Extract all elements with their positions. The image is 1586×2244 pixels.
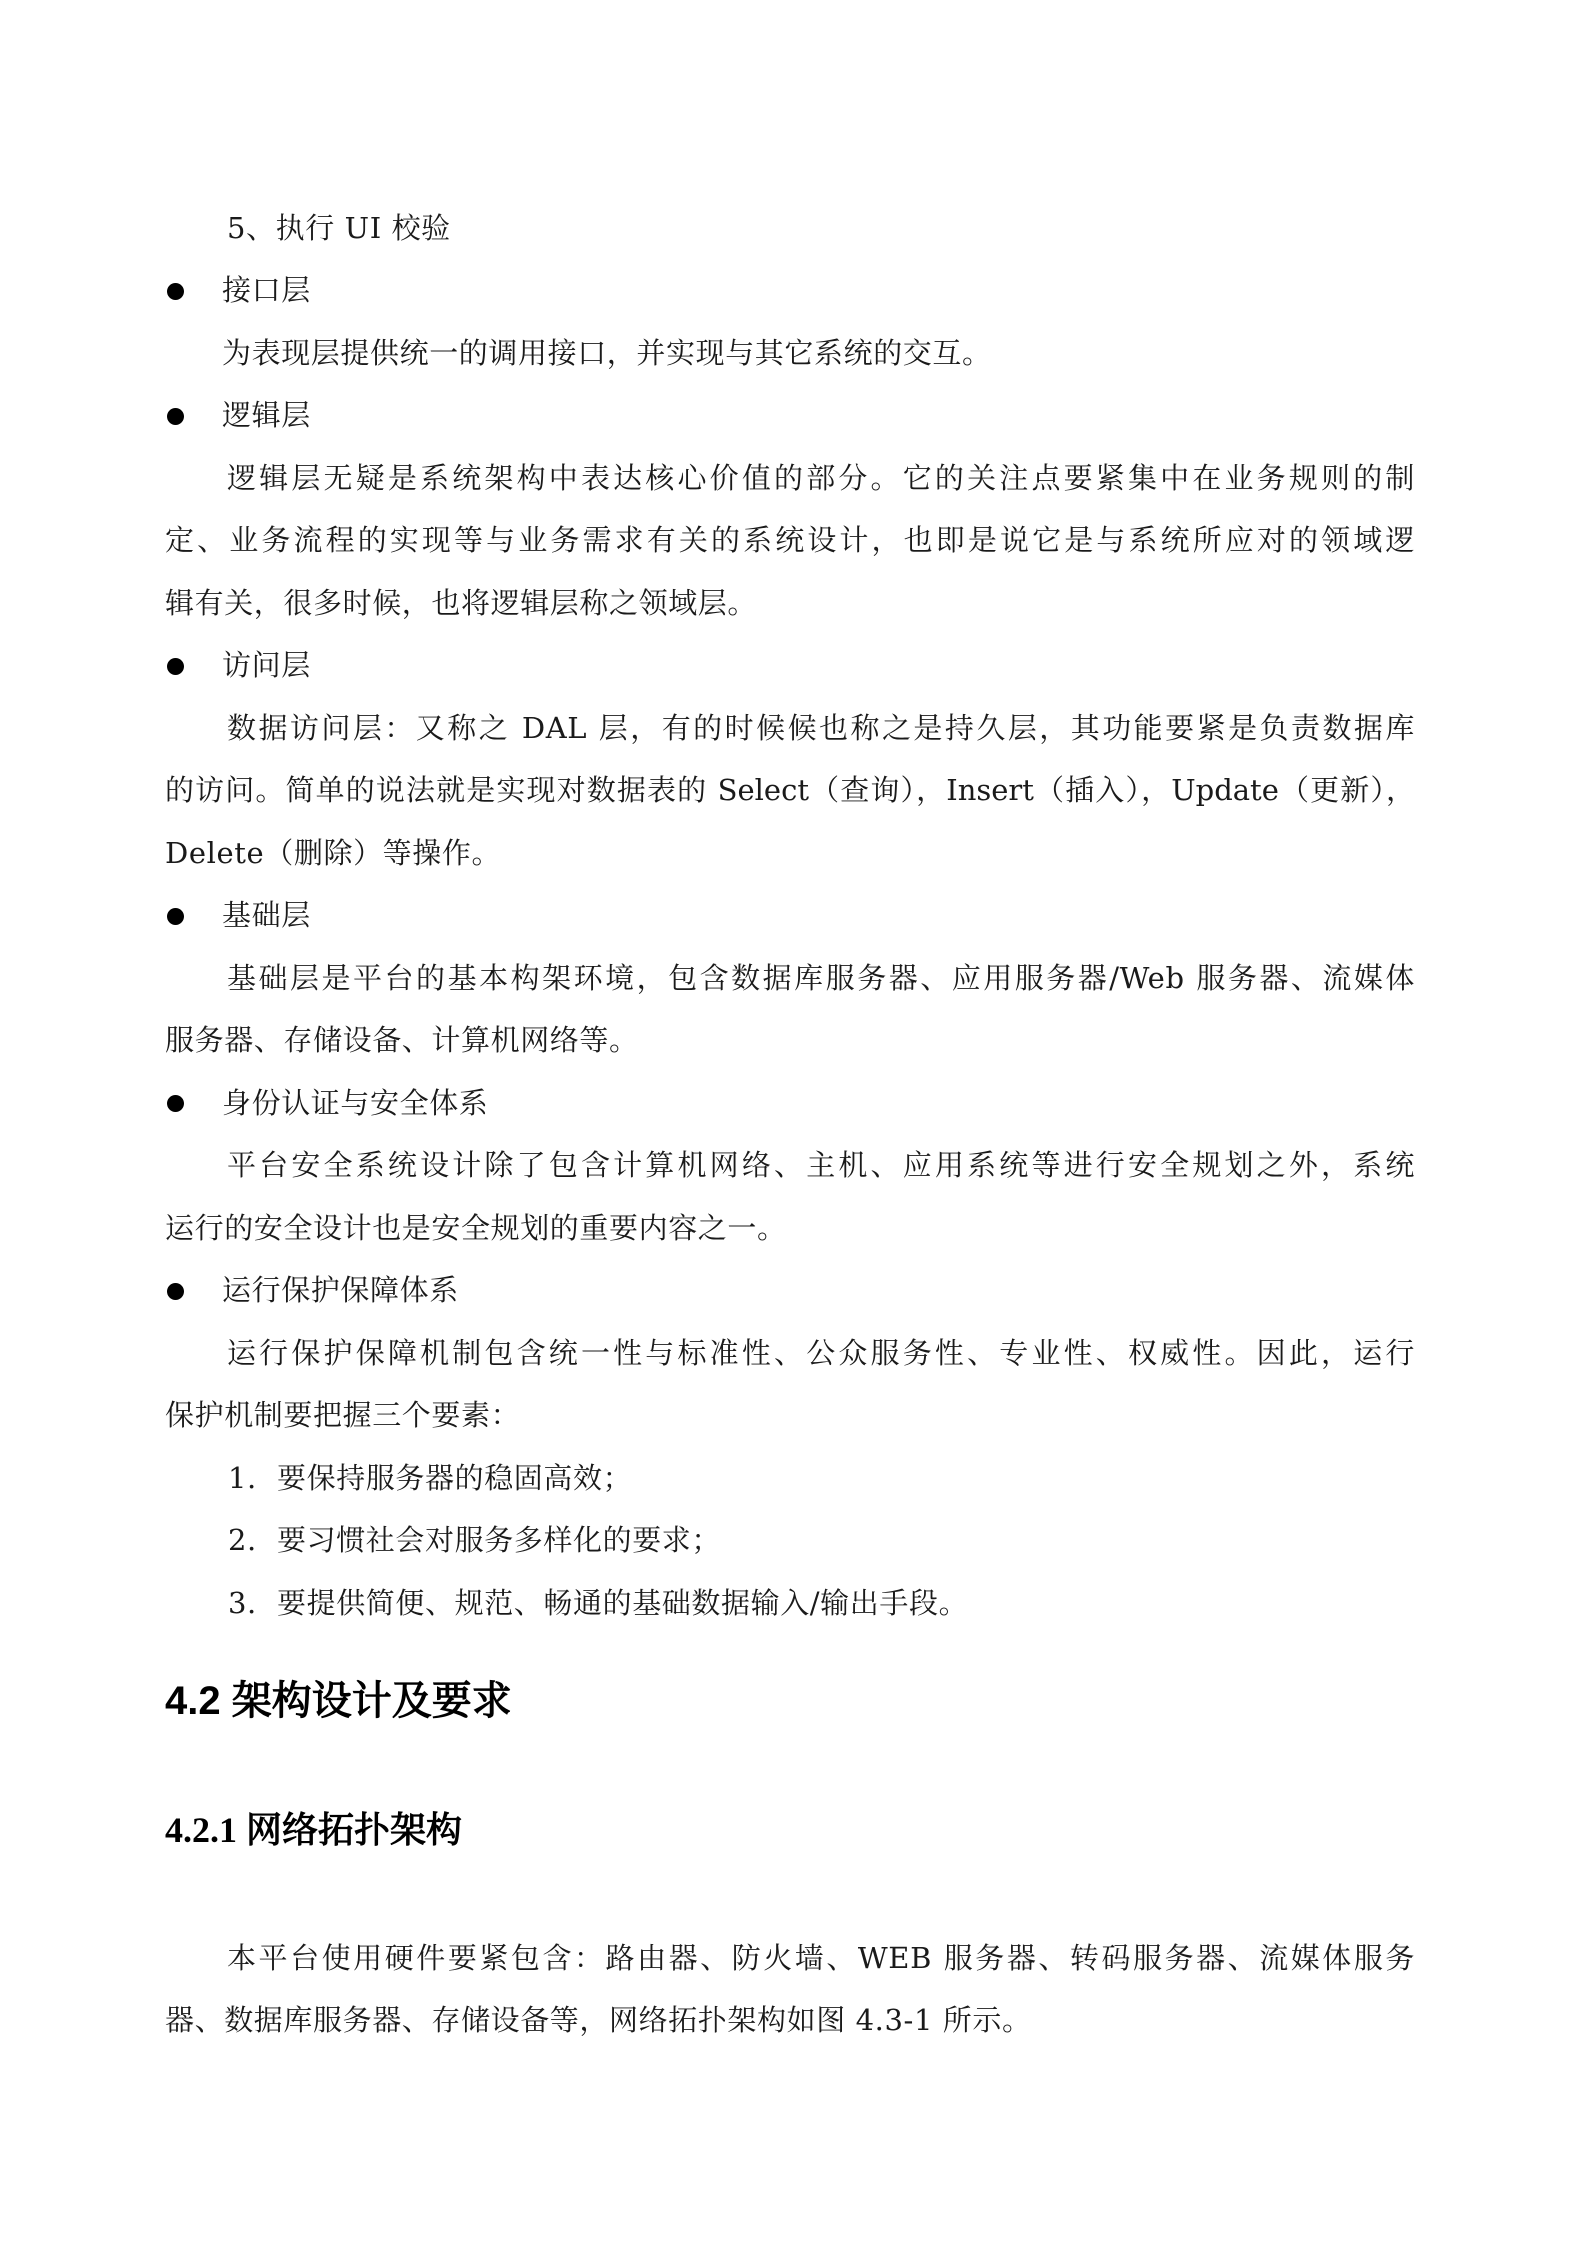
paragraph-line: 运行的安全设计也是安全规划的重要内容之一。 bbox=[165, 1211, 787, 1245]
paragraph-line: 运行保护保障机制包含统一性与标准性、公众服务性、专业性、权威性。因此，运行 bbox=[227, 1336, 1415, 1370]
paragraph-line: 数据访问层：又称之 DAL 层，有的时候候也称之是持久层，其功能要紧是负责数据库 bbox=[227, 711, 1415, 745]
section-title-logic-layer: 逻辑层 bbox=[222, 398, 311, 432]
numbered-list-item bbox=[228, 1583, 1478, 1623]
step-5-text: 5、执行 UI 校验 bbox=[227, 211, 451, 245]
paragraph-line: 的访问。简单的说法就是实现对数据表的 Select（查询），Insert（插入），Update（更新）， bbox=[165, 773, 1415, 807]
list-item-text: 要提供简便、规范、畅通的基础数据输入/输出手段。 bbox=[277, 1586, 969, 1620]
bullet-icon bbox=[167, 1095, 184, 1112]
heading-4-2-1: 4.2.1 网络拓扑架构 bbox=[165, 1810, 463, 1850]
list-number: 2. bbox=[228, 1523, 257, 1557]
bullet-icon bbox=[167, 283, 184, 300]
paragraph-line: 器、数据库服务器、存储设备等，网络拓扑架构如图 4.3-1 所示。 bbox=[165, 2003, 1032, 2037]
bullet-icon bbox=[167, 1283, 184, 1300]
bullet-icon bbox=[167, 908, 184, 925]
paragraph-line: 定、业务流程的实现等与业务需求有关的系统设计，也即是说它是与系统所应对的领域逻 bbox=[165, 523, 1415, 557]
list-number: 3. bbox=[228, 1586, 257, 1620]
paragraph-line: 逻辑层无疑是系统架构中表达核心价值的部分。它的关注点要紧集中在业务规则的制 bbox=[227, 461, 1415, 495]
paragraph-line: 平台安全系统设计除了包含计算机网络、主机、应用系统等进行安全规划之外，系统 bbox=[227, 1148, 1415, 1182]
section-title-operation-protection: 运行保护保障体系 bbox=[222, 1273, 459, 1307]
paragraph-line: 服务器、存储设备、计算机网络等。 bbox=[165, 1023, 639, 1057]
section-title-base-layer: 基础层 bbox=[222, 898, 311, 932]
paragraph-line: 保护机制要把握三个要素： bbox=[165, 1398, 521, 1432]
paragraph-line: Delete（删除）等操作。 bbox=[165, 836, 502, 870]
section-title-interface-layer: 接口层 bbox=[222, 273, 311, 307]
paragraph-line: 为表现层提供统一的调用接口，并实现与其它系统的交互。 bbox=[222, 336, 992, 370]
heading-4-2: 4.2 架构设计及要求 bbox=[165, 1679, 512, 1723]
list-item-text: 要保持服务器的稳固高效； bbox=[277, 1461, 633, 1495]
paragraph-line: 本平台使用硬件要紧包含：路由器、防火墙、WEB 服务器、转码服务器、流媒体服务 bbox=[227, 1941, 1415, 1975]
numbered-list-item bbox=[228, 1520, 1478, 1560]
section-title-security: 身份认证与安全体系 bbox=[222, 1086, 489, 1120]
numbered-list-item bbox=[228, 1458, 1478, 1498]
paragraph-line: 基础层是平台的基本构架环境，包含数据库服务器、应用服务器/Web 服务器、流媒体 bbox=[227, 961, 1415, 995]
bullet-icon bbox=[167, 658, 184, 675]
bullet-icon bbox=[167, 408, 184, 425]
section-title-access-layer: 访问层 bbox=[222, 648, 311, 682]
list-number: 1. bbox=[228, 1461, 257, 1495]
list-item-text: 要习惯社会对服务多样化的要求； bbox=[277, 1523, 722, 1557]
paragraph-line: 辑有关，很多时候，也将逻辑层称之领域层。 bbox=[165, 586, 758, 620]
